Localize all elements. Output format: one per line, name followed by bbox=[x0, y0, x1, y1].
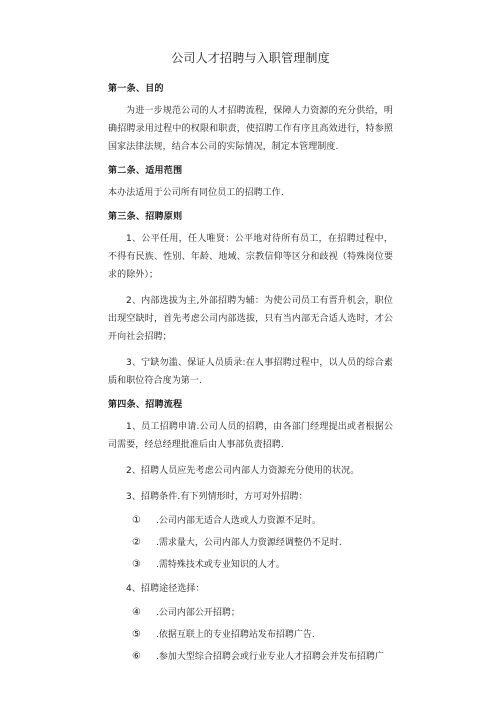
principle-paragraph-1: 1、公平任用，任人唯贤：公平地对待所有员工，在招聘过程中，不得有民族、性别、年龄、地域、宗教信仰等区分和歧视（特殊岗位要求的除外）； bbox=[108, 234, 393, 280]
section-heading-purpose: 第一条、目的 bbox=[108, 84, 164, 94]
document-page bbox=[108, 50, 393, 672]
channel-item bbox=[108, 628, 393, 642]
channel-text: .公司内部公开招聘； bbox=[156, 608, 240, 618]
channel-number: ④ bbox=[132, 607, 141, 618]
channel-item bbox=[108, 606, 393, 620]
scope-paragraph: 本办法适用于公司所有同位员工的招聘工作. bbox=[108, 188, 284, 198]
section-heading-process: 第四条、招聘流程 bbox=[108, 400, 183, 410]
process-paragraph-4: 4、招聘途径选择： bbox=[126, 584, 205, 594]
process-paragraph-3: 3、招聘条件.有下列情形时，方可对外招聘： bbox=[126, 492, 308, 502]
section-heading-principles: 第三条、招聘原则 bbox=[108, 212, 183, 222]
channel-text: .依据互联上的专业招聘站发布招聘广告. bbox=[156, 630, 315, 640]
condition-text: .需特殊技术或专业知识的人才。 bbox=[156, 560, 285, 570]
document-title: 公司人才招聘与入职管理制度 bbox=[171, 51, 330, 65]
purpose-paragraph: 为进一步规范公司的人才招聘流程，保障人力资源的充分供给，明确招聘录用过程中的权限和职责，使招聘工作有序且高效进行，特参照国家法律法规，结合本公司的实际情况，制定本管理制度. bbox=[108, 106, 393, 152]
section-heading-scope: 第二条、适用范围 bbox=[108, 166, 183, 176]
channel-number: ⑤ bbox=[132, 629, 141, 640]
principle-paragraph-2: 2、内部选拔为主,外部招聘为辅：为使公司员工有晋升机会，职位出现空缺时，首先考虑公司内部选拔，只有当内部无合适人选时，才公开向社会招聘； bbox=[108, 296, 393, 342]
process-paragraph-2: 2、招聘人员应先考虑公司内部人力资源充分使用的状况。 bbox=[126, 466, 360, 476]
channel-text: .参加大型综合招聘会或行业专业人才招聘会并发布招聘广 bbox=[156, 652, 384, 662]
channel-item bbox=[108, 650, 393, 664]
channel-number: ⑥ bbox=[132, 651, 141, 662]
process-paragraph-1: 1、员工招聘申请.公司人员的招聘，由各部门经理提出或者根据公司需要，经总经理批准后由人事部负责招聘. bbox=[108, 422, 393, 450]
condition-text: .需求量大，公司内部人力资源经调整仍不足时. bbox=[156, 538, 342, 548]
condition-item bbox=[108, 536, 393, 550]
principle-paragraph-3: 3、宁缺勿滥、保证人员质录:在人事招聘过程中，以人员的综合素质和职位符合度为第一. bbox=[108, 358, 393, 386]
condition-text: .公司内部无适合人选或人力资源不足时。 bbox=[156, 516, 321, 526]
condition-number: ① bbox=[132, 515, 141, 526]
condition-number: ② bbox=[132, 537, 141, 548]
condition-number: ③ bbox=[132, 559, 141, 570]
condition-item bbox=[108, 558, 393, 572]
condition-item bbox=[108, 514, 393, 528]
